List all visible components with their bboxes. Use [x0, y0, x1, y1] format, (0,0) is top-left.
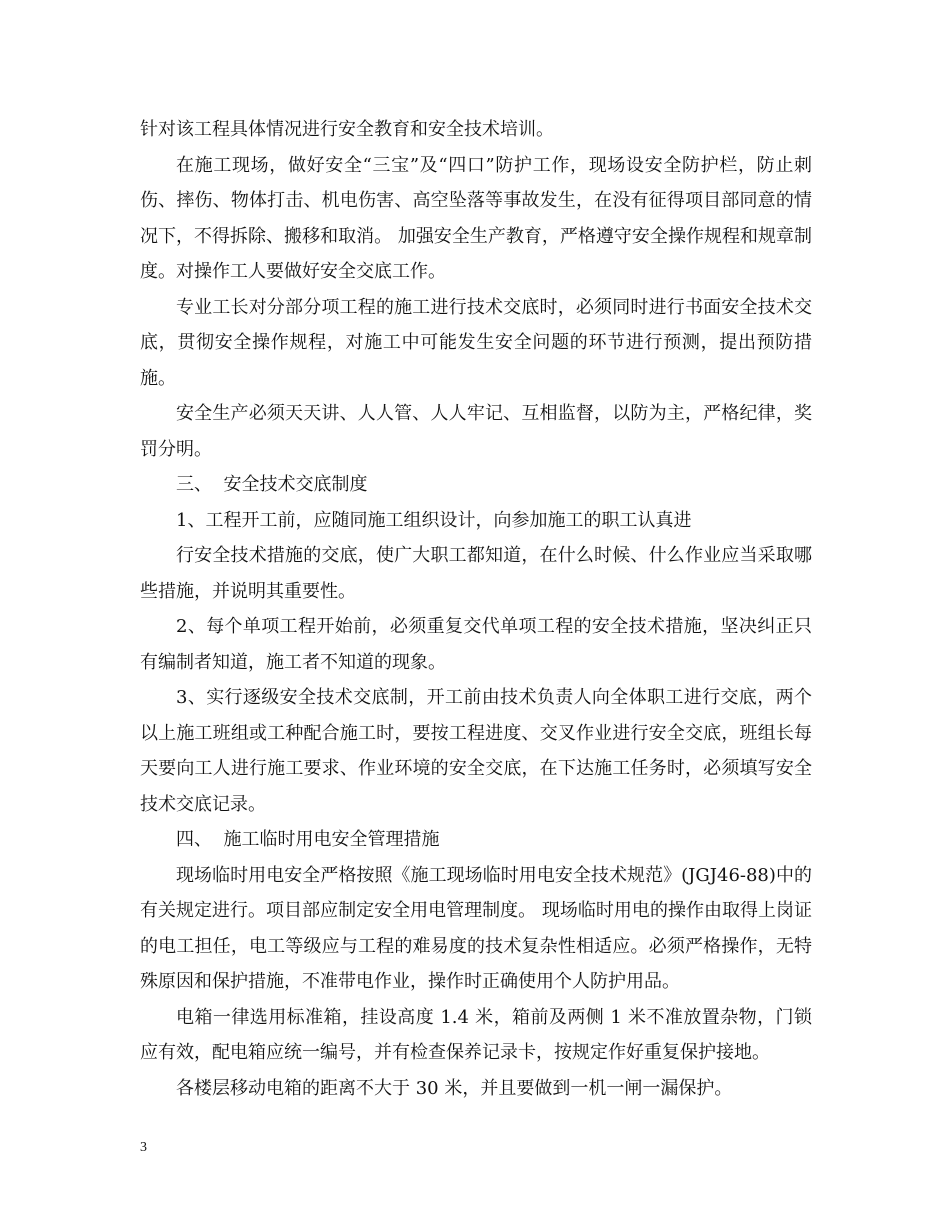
- paragraph-safety-training: 针对该工程具体情况进行安全教育和安全技术培训。: [140, 119, 554, 140]
- paragraph-electric-box: 电箱一律选用标准箱，挂设高度 1.4 米，箱前及两侧 1 米不准放置杂物，门锁应有效，配电箱应统一编号，并有检查保养记录卡，按规定作好重复保护接地。: [140, 1006, 812, 1063]
- paragraph-site-protection: 在施工现场，做好安全“三宝”及“四口”防护工作，现场设安全防护栏，防止刺伤、摔伤、物体打击、机电伤害、高空坠落等事故发生，在没有征得项目部同意的情况下，不得拆除、搬移和取消。 加强安全生产教育，严格遵守安全操作规程和规章制度。对操作工人要做好安全交底工作。: [140, 154, 812, 282]
- paragraph-mobile-box-distance: 各楼层移动电箱的距离不大于 30 米，并且要做到一机一闸一漏保护。: [176, 1077, 733, 1099]
- document-body: [140, 112, 812, 1106]
- paragraph-technical-briefing: 专业工长对分部分项工程的施工进行技术交底时，必须同时进行书面安全技术交底，贯彻安全操作规程，对施工中可能发生安全问题的环节进行预测，提出预防措施。: [140, 296, 812, 389]
- paragraph-daily-safety: 安全生产必须天天讲、人人管、人人牢记、互相监督，以防为主，严格纪律，奖罚分明。: [140, 403, 812, 460]
- paragraph-item-1-continued: 行安全技术措施的交底，使广大职工都知道，在什么时候、什么作业应当采取哪些措施，并说明其重要性。: [140, 545, 812, 602]
- page-number: 3: [140, 1140, 147, 1155]
- paragraph-item-1-start: 1、工程开工前，应随同施工组织设计，向参加施工的职工认真进: [176, 509, 692, 531]
- paragraph-temporary-power-rules: 现场临时用电安全严格按照《施工现场临时用电安全技术规范》(JGJ46-88)中的有关规定进行。项目部应制定安全用电管理制度。 现场临时用电的操作由取得上岗证的电工担任，电工等级应与工程的难易度的技术复杂性相适应。必须严格操作，无特殊原因和保护措施，不准带电作业，操作时正确使用个人防护用品。: [140, 864, 812, 992]
- paragraph-item-3: 3、实行逐级安全技术交底制，开工前由技术负责人向全体职工进行交底，两个以上施工班组或工种配合施工时，要按工程进度、交叉作业进行安全交底，班组长每天要向工人进行施工要求、作业环境的安全交底，在下达施工任务时，必须填写安全技术交底记录。: [140, 687, 812, 815]
- section-heading-temporary-power: 四、 施工临时用电安全管理措施: [176, 829, 440, 850]
- section-heading-briefing-system: 三、 安全技术交底制度: [176, 474, 368, 495]
- paragraph-item-2: 2、每个单项工程开始前，必须重复交代单项工程的安全技术措施，坚决纠正只有编制者知道，施工者不知道的现象。: [140, 616, 812, 673]
